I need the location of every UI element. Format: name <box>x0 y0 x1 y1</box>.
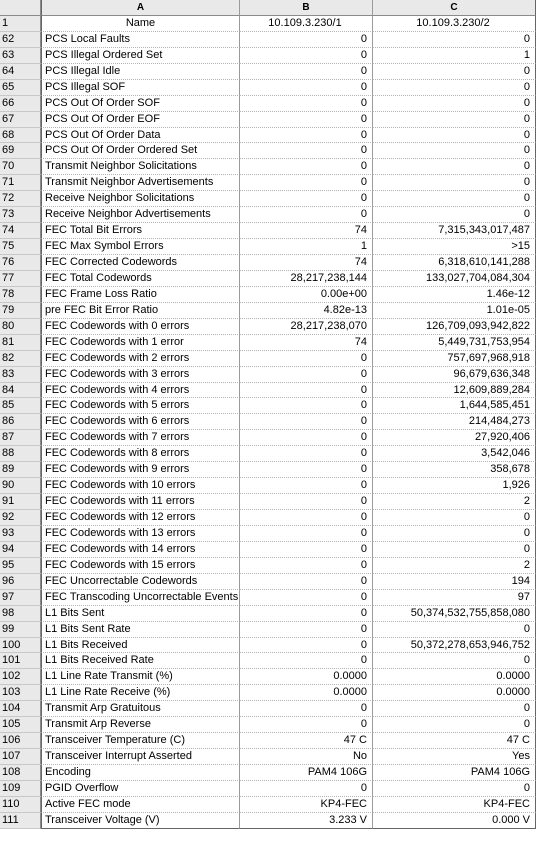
row-number[interactable]: 95 <box>0 558 41 574</box>
cell-port-2[interactable]: 1.46e-12 <box>373 287 536 303</box>
table-row <box>0 207 536 223</box>
cell-port-2[interactable]: 0 <box>373 159 536 175</box>
table-row <box>0 223 536 239</box>
cell-port-1[interactable]: 28,217,238,144 <box>240 271 373 287</box>
cell-port-2[interactable]: 0 <box>373 717 536 733</box>
cell-name[interactable]: FEC Codewords with 2 errors <box>41 351 240 367</box>
cell-name[interactable]: PCS Illegal Idle <box>41 64 240 80</box>
row-number[interactable]: 92 <box>0 510 41 526</box>
cell-port-1[interactable]: 28,217,238,070 <box>240 319 373 335</box>
cell-name[interactable]: FEC Codewords with 7 errors <box>41 430 240 446</box>
cell-port-1[interactable]: 0 <box>240 574 373 590</box>
table-row <box>0 351 536 367</box>
row-number[interactable]: 97 <box>0 590 41 606</box>
cell-port-1[interactable]: 0 <box>240 80 373 96</box>
cell-port-2[interactable]: >15 <box>373 239 536 255</box>
row-number[interactable]: 109 <box>0 781 41 797</box>
table-row <box>0 638 536 654</box>
table-row <box>0 813 536 829</box>
cell-port-2[interactable]: 1.01e-05 <box>373 303 536 319</box>
cell-port-2[interactable]: 0.0000 <box>373 669 536 685</box>
row-number[interactable]: 65 <box>0 80 41 96</box>
cell-port-1[interactable]: 0 <box>240 558 373 574</box>
row-number[interactable]: 73 <box>0 207 41 223</box>
row-number[interactable]: 93 <box>0 526 41 542</box>
table-row <box>0 733 536 749</box>
cell-port-2[interactable]: 50,374,532,755,858,080 <box>373 606 536 622</box>
cell-name[interactable]: Transceiver Interrupt Asserted <box>41 749 240 765</box>
cell-port-2[interactable]: 12,609,889,284 <box>373 383 536 399</box>
row-number[interactable]: 77 <box>0 271 41 287</box>
cell-name[interactable]: FEC Codewords with 9 errors <box>41 462 240 478</box>
cell-port-1[interactable]: 0 <box>240 383 373 399</box>
cell-port-1[interactable]: 0 <box>240 446 373 462</box>
table-row <box>0 701 536 717</box>
cell-name[interactable]: Receive Neighbor Solicitations <box>41 191 240 207</box>
cell-name[interactable]: FEC Codewords with 4 errors <box>41 383 240 399</box>
cell-port-1[interactable]: 74 <box>240 335 373 351</box>
table-row <box>0 430 536 446</box>
cell-port-1[interactable]: 0 <box>240 526 373 542</box>
cell-port-1[interactable]: 0 <box>240 64 373 80</box>
table-row <box>0 32 536 48</box>
cell-port-2[interactable]: 1,926 <box>373 478 536 494</box>
cell-name[interactable]: Transceiver Temperature (C) <box>41 733 240 749</box>
select-all-corner[interactable] <box>0 0 41 16</box>
cell-name[interactable]: pre FEC Bit Error Ratio <box>41 303 240 319</box>
cell-name[interactable]: L1 Line Rate Transmit (%) <box>41 669 240 685</box>
cell-port-2[interactable]: 1,644,585,451 <box>373 398 536 414</box>
cell-port-2[interactable]: 358,678 <box>373 462 536 478</box>
row-number[interactable]: 106 <box>0 733 41 749</box>
table-row <box>0 303 536 319</box>
row-number[interactable]: 94 <box>0 542 41 558</box>
cell-port-1[interactable]: PAM4 106G <box>240 765 373 781</box>
cell-name[interactable]: FEC Corrected Codewords <box>41 255 240 271</box>
cell-name[interactable]: Transmit Arp Gratuitous <box>41 701 240 717</box>
cell-name[interactable]: PCS Illegal Ordered Set <box>41 48 240 64</box>
row-number[interactable]: 102 <box>0 669 41 685</box>
column-header-row <box>0 0 536 16</box>
cell-port-1[interactable]: 74 <box>240 223 373 239</box>
column-header-a[interactable]: A <box>41 0 240 16</box>
table-row <box>0 16 536 32</box>
row-number[interactable]: 74 <box>0 223 41 239</box>
cell-port-1[interactable]: 0 <box>240 32 373 48</box>
cell-port-1[interactable]: 0 <box>240 781 373 797</box>
cell-port-2[interactable]: 0 <box>373 143 536 159</box>
cell-port-1[interactable]: KP4-FEC <box>240 797 373 813</box>
cell-port-1[interactable]: 0.0000 <box>240 685 373 701</box>
cell-port-1[interactable]: 4.82e-13 <box>240 303 373 319</box>
row-number[interactable]: 62 <box>0 32 41 48</box>
cell-name[interactable]: Receive Neighbor Advertisements <box>41 207 240 223</box>
cell-name[interactable]: PGID Overflow <box>41 781 240 797</box>
row-number[interactable]: 110 <box>0 797 41 813</box>
cell-port-2[interactable]: 126,709,093,942,822 <box>373 319 536 335</box>
cell-name[interactable]: L1 Bits Received Rate <box>41 653 240 669</box>
cell-port-1[interactable]: 0 <box>240 606 373 622</box>
row-number[interactable]: 100 <box>0 638 41 654</box>
row-number[interactable]: 83 <box>0 367 41 383</box>
row-number[interactable]: 85 <box>0 398 41 414</box>
row-number[interactable]: 76 <box>0 255 41 271</box>
cell-port-2[interactable]: 0 <box>373 64 536 80</box>
row-number[interactable]: 71 <box>0 175 41 191</box>
cell-port-2[interactable]: 0 <box>373 32 536 48</box>
table-row <box>0 112 536 128</box>
table-row <box>0 96 536 112</box>
cell-port-1[interactable]: 3.233 V <box>240 813 373 829</box>
table-row <box>0 494 536 510</box>
cell-port-1[interactable]: 0.00e+00 <box>240 287 373 303</box>
cell-port-2[interactable]: 5,449,731,753,954 <box>373 335 536 351</box>
cell-name[interactable]: L1 Line Rate Receive (%) <box>41 685 240 701</box>
cell-name[interactable]: FEC Codewords with 11 errors <box>41 494 240 510</box>
column-header-b[interactable]: B <box>240 0 373 16</box>
table-row <box>0 255 536 271</box>
cell-name[interactable]: Transmit Neighbor Advertisements <box>41 175 240 191</box>
cell-name[interactable]: FEC Codewords with 8 errors <box>41 446 240 462</box>
row-number[interactable]: 89 <box>0 462 41 478</box>
cell-port-2[interactable]: 50,372,278,653,946,752 <box>373 638 536 654</box>
cell-port-2[interactable]: 96,679,636,348 <box>373 367 536 383</box>
cell-port-2[interactable]: 0 <box>373 701 536 717</box>
cell-port-2[interactable]: 0.000 V <box>373 813 536 829</box>
cell-port-2[interactable]: 757,697,968,918 <box>373 351 536 367</box>
cell-port-1[interactable]: 0 <box>240 590 373 606</box>
cell-name[interactable]: FEC Codewords with 0 errors <box>41 319 240 335</box>
table-row <box>0 335 536 351</box>
cell-port-2[interactable]: 0 <box>373 542 536 558</box>
table-body <box>0 16 536 829</box>
table-row <box>0 398 536 414</box>
cell-port-1[interactable]: 0 <box>240 701 373 717</box>
cell-port-2[interactable]: 27,920,406 <box>373 430 536 446</box>
cell-name[interactable]: FEC Codewords with 3 errors <box>41 367 240 383</box>
cell-port-2[interactable]: 6,318,610,141,288 <box>373 255 536 271</box>
cell-port-2[interactable]: 0 <box>373 622 536 638</box>
cell-name[interactable]: FEC Codewords with 13 errors <box>41 526 240 542</box>
row-number[interactable]: 101 <box>0 653 41 669</box>
table-row <box>0 287 536 303</box>
row-number[interactable]: 64 <box>0 64 41 80</box>
cell-port-1[interactable]: 10.109.3.230/1 <box>240 16 373 32</box>
cell-port-1[interactable]: 0 <box>240 351 373 367</box>
cell-port-2[interactable]: KP4-FEC <box>373 797 536 813</box>
cell-port-2[interactable]: 0 <box>373 653 536 669</box>
table-row <box>0 128 536 144</box>
table-row <box>0 478 536 494</box>
table-row <box>0 749 536 765</box>
cell-port-2[interactable]: 0.0000 <box>373 685 536 701</box>
table-row <box>0 558 536 574</box>
cell-port-2[interactable]: 0 <box>373 526 536 542</box>
table-row <box>0 271 536 287</box>
row-number[interactable]: 84 <box>0 383 41 399</box>
row-number[interactable]: 88 <box>0 446 41 462</box>
cell-name[interactable]: L1 Bits Sent <box>41 606 240 622</box>
row-number[interactable]: 96 <box>0 574 41 590</box>
cell-port-2[interactable]: 97 <box>373 590 536 606</box>
table-row <box>0 239 536 255</box>
cell-port-2[interactable]: 133,027,704,084,304 <box>373 271 536 287</box>
cell-port-1[interactable]: 0 <box>240 207 373 223</box>
cell-port-2[interactable]: 194 <box>373 574 536 590</box>
cell-port-1[interactable]: 0 <box>240 159 373 175</box>
table-row <box>0 590 536 606</box>
table-row <box>0 669 536 685</box>
cell-name[interactable]: FEC Codewords with 6 errors <box>41 414 240 430</box>
cell-port-1[interactable]: 0 <box>240 494 373 510</box>
row-number[interactable]: 105 <box>0 717 41 733</box>
cell-name[interactable]: PCS Out Of Order Data <box>41 128 240 144</box>
cell-name[interactable]: L1 Bits Sent Rate <box>41 622 240 638</box>
cell-name[interactable]: FEC Frame Loss Ratio <box>41 287 240 303</box>
row-number[interactable]: 82 <box>0 351 41 367</box>
cell-port-1[interactable]: 0 <box>240 653 373 669</box>
cell-port-2[interactable]: 0 <box>373 781 536 797</box>
cell-port-2[interactable]: 0 <box>373 175 536 191</box>
cell-port-1[interactable]: 0 <box>240 542 373 558</box>
row-number[interactable]: 99 <box>0 622 41 638</box>
table-row <box>0 319 536 335</box>
cell-port-2[interactable]: 0 <box>373 112 536 128</box>
table-row <box>0 685 536 701</box>
cell-port-1[interactable]: No <box>240 749 373 765</box>
row-number[interactable]: 98 <box>0 606 41 622</box>
cell-port-1[interactable]: 0 <box>240 430 373 446</box>
cell-port-1[interactable]: 0 <box>240 48 373 64</box>
cell-name[interactable]: Transceiver Voltage (V) <box>41 813 240 829</box>
cell-name[interactable]: PCS Out Of Order EOF <box>41 112 240 128</box>
row-number[interactable]: 67 <box>0 112 41 128</box>
cell-port-1[interactable]: 0 <box>240 128 373 144</box>
cell-port-2[interactable]: 3,542,046 <box>373 446 536 462</box>
cell-name[interactable]: Transmit Arp Reverse <box>41 717 240 733</box>
cell-name[interactable]: Encoding <box>41 765 240 781</box>
row-number[interactable]: 90 <box>0 478 41 494</box>
cell-port-1[interactable]: 0.0000 <box>240 669 373 685</box>
row-number[interactable]: 66 <box>0 96 41 112</box>
row-number[interactable]: 111 <box>0 813 41 829</box>
cell-port-1[interactable]: 47 C <box>240 733 373 749</box>
table-row <box>0 653 536 669</box>
row-number[interactable]: 81 <box>0 335 41 351</box>
row-number[interactable]: 79 <box>0 303 41 319</box>
row-number[interactable]: 87 <box>0 430 41 446</box>
table-row <box>0 80 536 96</box>
table-row <box>0 797 536 813</box>
table-row <box>0 606 536 622</box>
row-number[interactable]: 72 <box>0 191 41 207</box>
cell-name[interactable]: FEC Codewords with 5 errors <box>41 398 240 414</box>
cell-port-2[interactable]: PAM4 106G <box>373 765 536 781</box>
cell-port-2[interactable]: 0 <box>373 191 536 207</box>
row-number[interactable]: 86 <box>0 414 41 430</box>
table-row <box>0 383 536 399</box>
row-number[interactable]: 91 <box>0 494 41 510</box>
cell-name[interactable]: FEC Codewords with 12 errors <box>41 510 240 526</box>
cell-port-1[interactable]: 0 <box>240 622 373 638</box>
table-row <box>0 510 536 526</box>
row-number[interactable]: 1 <box>0 16 41 32</box>
cell-name[interactable]: L1 Bits Received <box>41 638 240 654</box>
table-row <box>0 64 536 80</box>
cell-name[interactable]: PCS Out Of Order SOF <box>41 96 240 112</box>
row-number[interactable]: 104 <box>0 701 41 717</box>
cell-port-2[interactable]: 1 <box>373 48 536 64</box>
table-row <box>0 781 536 797</box>
cell-port-2[interactable]: 2 <box>373 494 536 510</box>
cell-port-2[interactable]: 0 <box>373 80 536 96</box>
cell-name[interactable]: PCS Local Faults <box>41 32 240 48</box>
cell-name[interactable]: PCS Illegal SOF <box>41 80 240 96</box>
cell-port-2[interactable]: 0 <box>373 207 536 223</box>
cell-name[interactable]: Active FEC mode <box>41 797 240 813</box>
cell-port-1[interactable]: 0 <box>240 478 373 494</box>
row-number[interactable]: 103 <box>0 685 41 701</box>
cell-port-1[interactable]: 74 <box>240 255 373 271</box>
cell-name[interactable]: FEC Total Bit Errors <box>41 223 240 239</box>
table-row <box>0 622 536 638</box>
table-row <box>0 765 536 781</box>
cell-port-2[interactable]: 214,484,273 <box>373 414 536 430</box>
table-row <box>0 414 536 430</box>
cell-port-2[interactable]: 0 <box>373 96 536 112</box>
table-row <box>0 462 536 478</box>
cell-name[interactable]: PCS Out Of Order Ordered Set <box>41 143 240 159</box>
table-row <box>0 542 536 558</box>
table-row <box>0 159 536 175</box>
cell-port-1[interactable]: 0 <box>240 462 373 478</box>
cell-port-1[interactable]: 1 <box>240 239 373 255</box>
table-row <box>0 574 536 590</box>
row-number[interactable]: 78 <box>0 287 41 303</box>
cell-name[interactable]: FEC Codewords with 10 errors <box>41 478 240 494</box>
cell-port-2[interactable]: 7,315,343,017,487 <box>373 223 536 239</box>
cell-port-2[interactable]: 2 <box>373 558 536 574</box>
cell-port-1[interactable]: 0 <box>240 96 373 112</box>
cell-port-1[interactable]: 0 <box>240 398 373 414</box>
table-row <box>0 367 536 383</box>
row-number[interactable]: 70 <box>0 159 41 175</box>
column-header-c[interactable]: C <box>373 0 536 16</box>
cell-name[interactable]: FEC Max Symbol Errors <box>41 239 240 255</box>
cell-name[interactable]: Name <box>41 16 240 32</box>
cell-port-2[interactable]: 47 C <box>373 733 536 749</box>
row-number[interactable]: 69 <box>0 143 41 159</box>
row-number[interactable]: 107 <box>0 749 41 765</box>
table-row <box>0 446 536 462</box>
cell-port-2[interactable]: 0 <box>373 510 536 526</box>
table-row <box>0 143 536 159</box>
table-row <box>0 48 536 64</box>
cell-port-2[interactable]: 10.109.3.230/2 <box>373 16 536 32</box>
cell-name[interactable]: FEC Codewords with 14 errors <box>41 542 240 558</box>
cell-port-1[interactable]: 0 <box>240 143 373 159</box>
cell-name[interactable]: FEC Transcoding Uncorrectable Events <box>41 590 240 606</box>
cell-name[interactable]: FEC Codewords with 15 errors <box>41 558 240 574</box>
cell-name[interactable]: Transmit Neighbor Solicitations <box>41 159 240 175</box>
cell-port-1[interactable]: 0 <box>240 112 373 128</box>
row-number[interactable]: 68 <box>0 128 41 144</box>
table-row <box>0 191 536 207</box>
cell-port-1[interactable]: 0 <box>240 367 373 383</box>
row-number[interactable]: 108 <box>0 765 41 781</box>
cell-port-2[interactable]: 0 <box>373 128 536 144</box>
cell-port-2[interactable]: Yes <box>373 749 536 765</box>
cell-port-1[interactable]: 0 <box>240 510 373 526</box>
cell-port-1[interactable]: 0 <box>240 717 373 733</box>
row-number[interactable]: 75 <box>0 239 41 255</box>
table-row <box>0 526 536 542</box>
cell-name[interactable]: FEC Uncorrectable Codewords <box>41 574 240 590</box>
cell-name[interactable]: FEC Codewords with 1 error <box>41 335 240 351</box>
cell-port-1[interactable]: 0 <box>240 191 373 207</box>
table-row <box>0 175 536 191</box>
cell-port-1[interactable]: 0 <box>240 414 373 430</box>
row-number[interactable]: 63 <box>0 48 41 64</box>
cell-port-1[interactable]: 0 <box>240 175 373 191</box>
table-row <box>0 717 536 733</box>
cell-port-1[interactable]: 0 <box>240 638 373 654</box>
cell-name[interactable]: FEC Total Codewords <box>41 271 240 287</box>
row-number[interactable]: 80 <box>0 319 41 335</box>
